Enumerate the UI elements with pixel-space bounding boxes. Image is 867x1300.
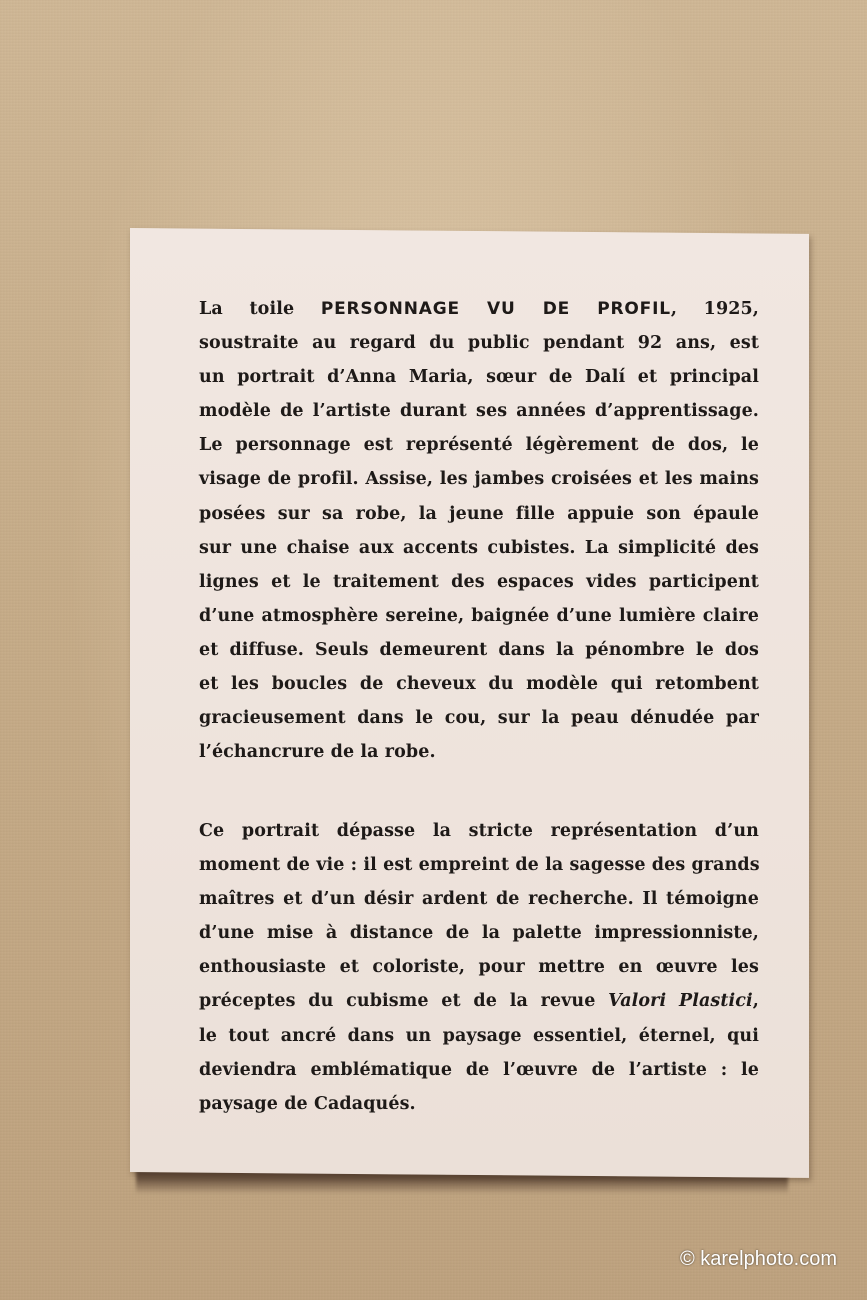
artwork-year: , 1925,	[670, 299, 759, 319]
line-text: La toile	[199, 299, 321, 319]
plaque-line: maîtres et d’un désir ardent de recherche. Il témoigne	[199, 889, 759, 910]
plaque-line: enthousiaste et coloriste, pour mettre en œuvre les	[199, 957, 759, 978]
line-text: ,	[752, 991, 759, 1012]
plaque-line: et les boucles de cheveux du modèle qui retombent	[199, 674, 759, 695]
plaque-paragraph-1	[199, 292, 759, 769]
plaque-paragraph-2	[199, 814, 759, 1121]
plaque-line: un portrait d’Anna Maria, sœur de Dalí et principal	[199, 367, 759, 388]
plaque-line: d’une mise à distance de la palette impressionniste,	[199, 923, 759, 944]
plaque-line: Ce portrait dépasse la stricte représentation d’un	[199, 821, 759, 841]
plaque-line: soustraite au regard du public pendant 92 ans, est	[199, 333, 759, 354]
plaque-line: le tout ancré dans un paysage essentiel, éternel, qui	[199, 1025, 759, 1046]
plaque-line	[199, 292, 759, 326]
plaque-line: Le personnage est représenté légèrement de dos, le	[199, 435, 759, 456]
plaque-line: l’échancrure de la robe.	[199, 742, 436, 763]
plaque-line: et diffuse. Seuls demeurent dans la pénombre le dos	[199, 639, 759, 660]
artwork-title: PERSONNAGE VU DE PROFIL	[320, 299, 671, 319]
plaque-line: deviendra emblématique de l’œuvre de l’artiste : le	[199, 1059, 759, 1080]
plaque-line	[199, 984, 759, 1018]
plaque-line: sur une chaise aux accents cubistes. La simplicité des	[199, 537, 759, 558]
photo-credit-watermark: © karelphoto.com	[679, 1248, 837, 1270]
line-text: préceptes du cubisme et de la revue	[199, 991, 609, 1012]
plaque-line: posées sur sa robe, la jeune fille appuie son épaule	[199, 503, 759, 524]
plaque-line: lignes et le traitement des espaces vides participent	[199, 571, 759, 592]
plaque-line: paysage de Cadaqués.	[199, 1093, 416, 1114]
journal-title: Valori Plastici	[608, 991, 753, 1012]
plaque-line: d’une atmosphère sereine, baignée d’une lumière claire	[199, 605, 759, 626]
plaque-line: gracieusement dans le cou, sur la peau dénudée par	[199, 708, 759, 729]
plaque-line: moment de vie : il est empreint de la sagesse des grands	[199, 855, 760, 876]
plaque-line: modèle de l’artiste durant ses années d’apprentissage.	[199, 401, 759, 422]
plaque-line: visage de profil. Assise, les jambes croisées et les mains	[199, 469, 759, 490]
